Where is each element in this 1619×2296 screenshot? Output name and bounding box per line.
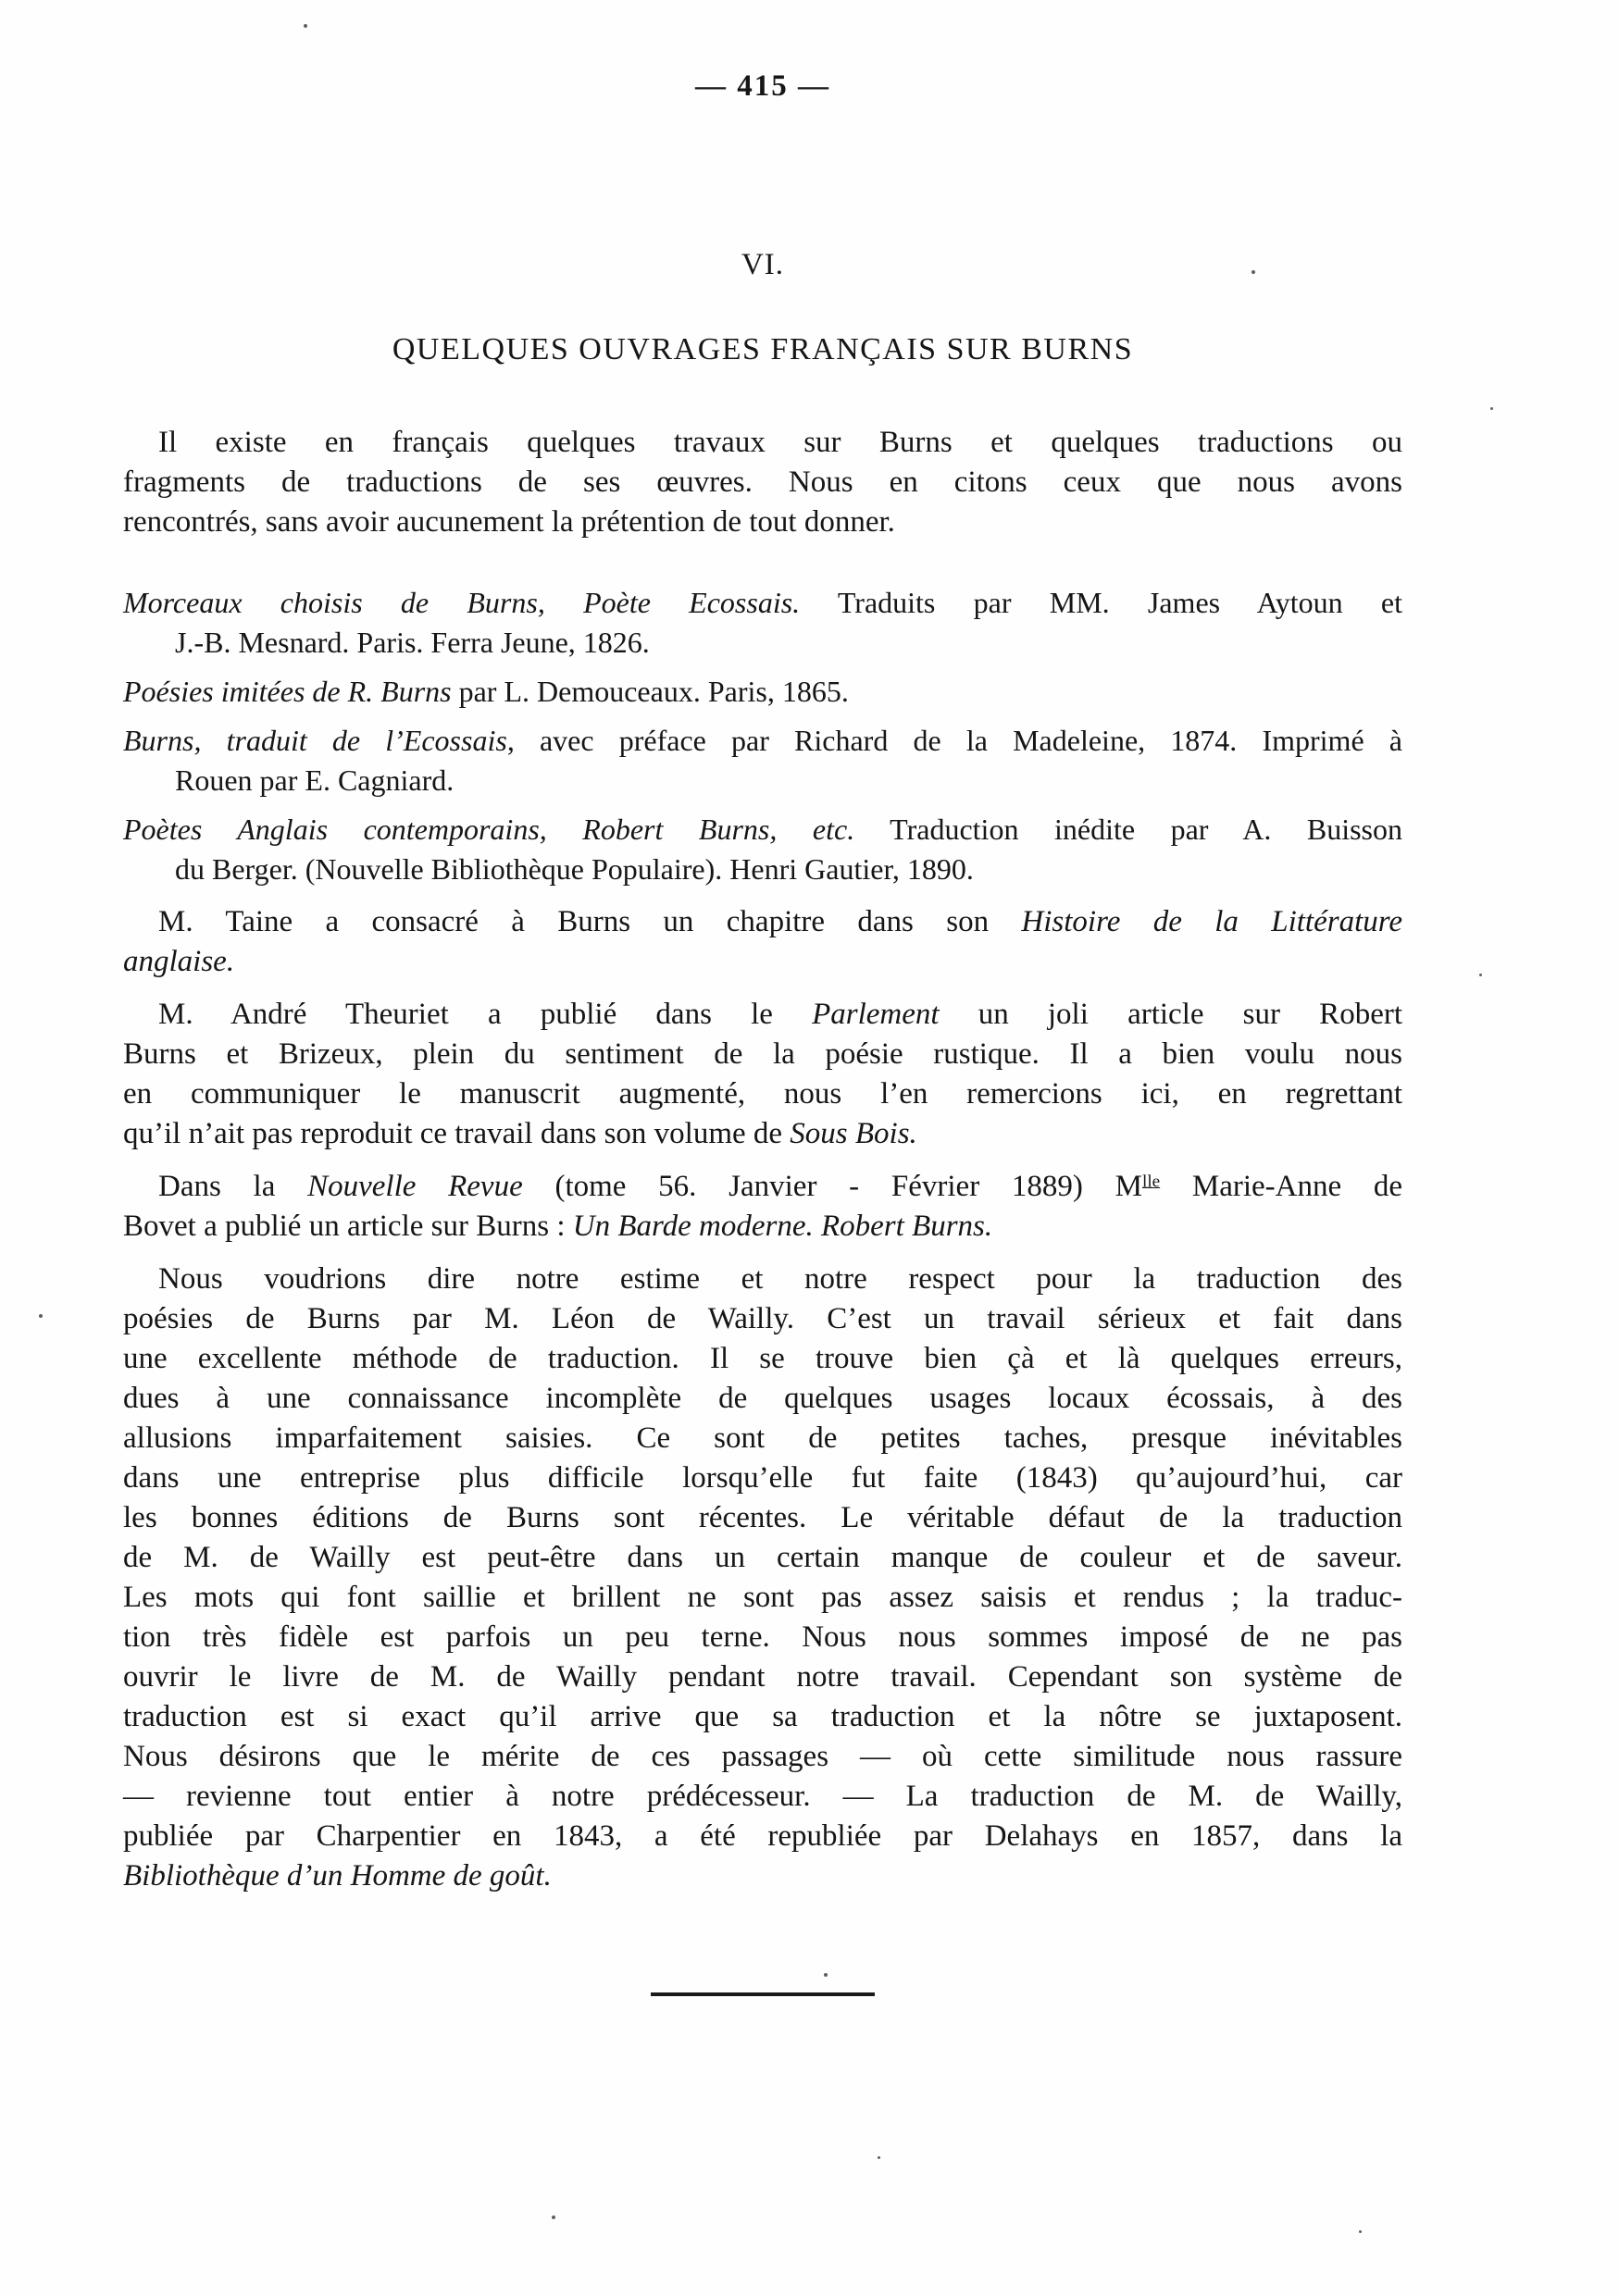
section-numeral: VI. (741, 248, 785, 281)
text-run: une excellente méthode de traduction. Il se trouve bien çà et là quelques erreurs, (123, 1342, 1402, 1375)
text-line (123, 902, 1402, 942)
text-line (123, 1074, 1402, 1114)
text-run: Nous désirons que le mérite de ces passages — où cette similitude nous rassure (123, 1740, 1402, 1773)
text-run: , avec préface par Richard de la Madeleine, 1874. Imprimé à (506, 724, 1403, 757)
text-run: fragments de traductions de ses œuvres. Nous en citons ceux que nous avons (123, 465, 1402, 499)
text-run: en communiquer le manuscrit augmenté, nous l’en remercions ici, en regrettant (123, 1077, 1402, 1111)
text-run: Dans la (158, 1170, 308, 1203)
text-run: du Berger. (Nouvelle Bibliothèque Populaire). Henri Gautier, 1890. (175, 852, 974, 886)
text-line (123, 1339, 1402, 1379)
scan-speckle (1490, 407, 1493, 410)
text-run: (tome 56. Janvier - Février 1889) M (522, 1170, 1142, 1203)
italic-text: Nouvelle Revue (307, 1170, 523, 1203)
section-title: QUELQUES OUVRAGES FRANÇAIS SUR BURNS (392, 332, 1134, 366)
superscript-text: lle (1142, 1172, 1161, 1192)
text-run: Burns et Brizeux, plein du sentiment de la poésie rustique. Il a bien voulu nous (123, 1037, 1402, 1071)
italic-text: Morceaux choisis de Burns, Poète Ecossais. (123, 586, 801, 619)
text-run: Il existe en français quelques travaux sur Burns et quelques traductions ou (158, 426, 1402, 459)
italic-text: Parlement (812, 998, 940, 1031)
text-line (123, 810, 1402, 850)
page-number: — 415 — (695, 69, 830, 103)
scan-speckle (1479, 974, 1482, 976)
text-run: Les mots qui font saillie et brillent ne sont pas assez saisis et rendus ; la traduc- (123, 1581, 1402, 1614)
text-run: Marie-Anne de (1160, 1170, 1402, 1203)
text-line (123, 1114, 1402, 1154)
wailly-paragraph (123, 1260, 1402, 1896)
text-line (123, 1498, 1402, 1538)
text-line (123, 995, 1402, 1035)
scan-speckle (1252, 270, 1255, 274)
italic-text: anglaise. (123, 945, 235, 978)
text-run: dues à une connaissance incomplète de quelques usages locaux écossais, à des (123, 1382, 1402, 1415)
italic-text: Burns, traduit de l’Ecossais (123, 724, 507, 757)
text-run: Bovet a publié un article sur Burns : (123, 1210, 573, 1243)
text-line (123, 1458, 1402, 1498)
text-line (123, 463, 1402, 503)
text-line (123, 850, 1402, 889)
text-line (123, 672, 1402, 712)
italic-text: Histoire de la Littérature (1021, 905, 1402, 938)
text-run: un joli article sur Robert (939, 998, 1403, 1031)
text-line (123, 1657, 1402, 1697)
text-line (123, 721, 1402, 761)
text-run: J.-B. Mesnard. Paris. Ferra Jeune, 1826. (175, 626, 650, 659)
italic-text: Sous Bois. (790, 1117, 917, 1150)
nouvelle-revue-paragraph (123, 1167, 1402, 1247)
intro-paragraph (123, 423, 1402, 542)
text-run: Traduits par MM. James Aytoun et (800, 586, 1403, 619)
italic-text: Poètes Anglais contemporains, Robert Burns, etc. (123, 813, 855, 846)
bibliography-entry-madeleine (123, 721, 1402, 800)
text-line (123, 1260, 1402, 1299)
text-run: par L. Demouceaux. Paris, 1865. (451, 675, 849, 708)
text-line (123, 942, 1402, 982)
text-line (123, 1777, 1402, 1817)
page-content (123, 423, 1402, 1896)
bibliography-entry-demouceaux (123, 672, 1402, 712)
text-line (123, 1578, 1402, 1618)
text-line (123, 761, 1402, 800)
text-line (123, 1856, 1402, 1896)
text-run: de M. de Wailly est peut-être dans un certain manque de couleur et de saveur. (123, 1541, 1402, 1574)
text-line (123, 1697, 1402, 1737)
text-line (123, 1618, 1402, 1657)
italic-text: Un Barde moderne. Robert Burns. (572, 1210, 993, 1243)
text-run: poésies de Burns par M. Léon de Wailly. C’est un travail sérieux et fait dans (123, 1302, 1402, 1335)
text-line (123, 583, 1402, 623)
text-run: — revienne tout entier à notre prédécesseur. — La traduction de M. de Wailly, (123, 1780, 1402, 1813)
text-line (123, 1817, 1402, 1856)
text-line (123, 423, 1402, 463)
text-run: Nous voudrions dire notre estime et notre respect pour la traduction des (158, 1262, 1402, 1296)
section-end-rule (651, 1992, 875, 1996)
scan-speckle (878, 2156, 880, 2159)
italic-text: Bibliothèque d’un Homme de goût. (123, 1859, 552, 1893)
text-run: qu’il n’ait pas reproduit ce travail dans son volume de (123, 1117, 791, 1150)
taine-paragraph (123, 902, 1402, 982)
bibliography-entry-aytoun (123, 583, 1402, 663)
text-run: les bonnes éditions de Burns sont récentes. Le véritable défaut de la traduction (123, 1501, 1402, 1534)
text-run: Rouen par E. Cagniard. (175, 763, 455, 797)
text-line (123, 1207, 1402, 1247)
text-line (123, 623, 1402, 663)
text-line (123, 1167, 1402, 1207)
text-line (123, 1299, 1402, 1339)
text-line (123, 1538, 1402, 1578)
text-line (123, 503, 1402, 542)
text-run: Traduction inédite par A. Buisson (854, 813, 1403, 846)
text-run: rencontrés, sans avoir aucunement la prétention de tout donner. (123, 505, 895, 539)
text-run: dans une entreprise plus difficile lorsqu’elle fut faite (1843) qu’aujourd’hui, car (123, 1461, 1402, 1495)
text-run: tion très fidèle est parfois un peu terne. Nous nous sommes imposé de ne pas (123, 1620, 1402, 1654)
text-run: M. Taine a consacré à Burns un chapitre dans son (158, 905, 1022, 938)
text-line (123, 1379, 1402, 1419)
text-run: M. André Theuriet a publié dans le (158, 998, 813, 1031)
theuriet-paragraph (123, 995, 1402, 1154)
scan-speckle (824, 1973, 828, 1977)
scan-speckle (552, 2215, 555, 2219)
italic-text: Poésies imitées de R. Burns (123, 675, 452, 708)
text-run: publiée par Charpentier en 1843, a été republiée par Delahays en 1857, dans la (123, 1819, 1402, 1853)
text-line (123, 1737, 1402, 1777)
scan-speckle (39, 1314, 43, 1318)
text-run: traduction est si exact qu’il arrive que sa traduction et la nôtre se juxtaposent. (123, 1700, 1402, 1733)
text-line (123, 1035, 1402, 1074)
scan-speckle (1359, 2230, 1362, 2233)
text-run: ouvrir le livre de M. de Wailly pendant notre travail. Cependant son système de (123, 1660, 1402, 1694)
text-run: allusions imparfaitement saisies. Ce sont de petites taches, presque inévitables (123, 1421, 1402, 1455)
text-line (123, 1419, 1402, 1458)
scan-speckle (304, 24, 307, 28)
bibliography-entry-buisson (123, 810, 1402, 889)
